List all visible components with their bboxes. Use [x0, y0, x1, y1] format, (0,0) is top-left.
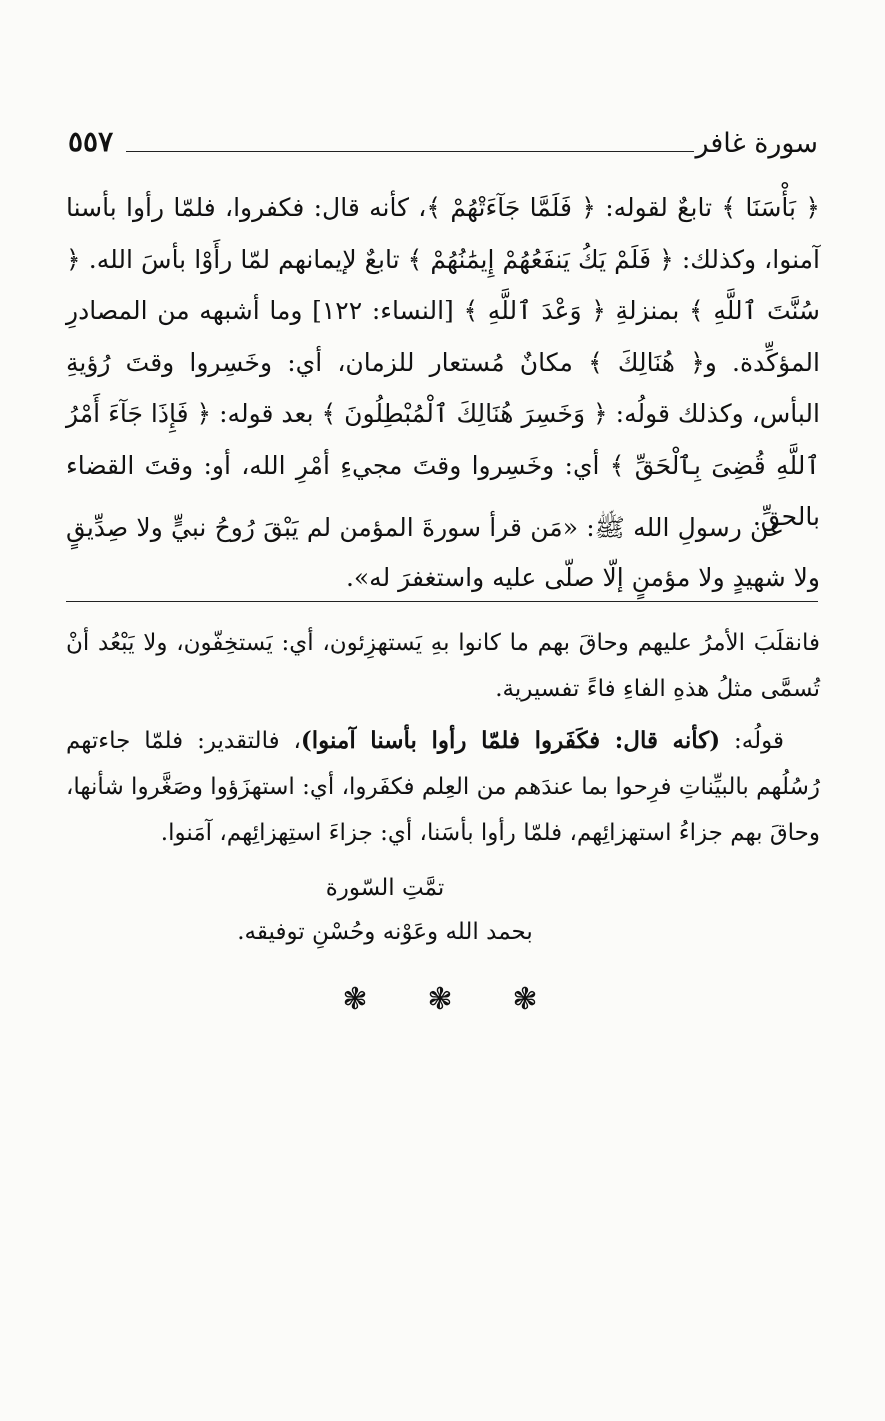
- main-paragraph: ﴿ بَأْسَنَا ﴾ تابعٌ لقوله: ﴿ فَلَمَّا جَآءَتْهُمْ ﴾، كأنه قال: فكفروا، فلمّا رأوا بأسنا آمنوا، وكذلك: ﴿ فَلَمْ يَكُ يَنفَعُهُمْ إِيمَٰنُهُمْ ﴾ تابعٌ لإيمانهم لمّا رأَوْا بأسَ الله. ﴿ سُنَّتَ ٱللَّهِ ﴾ بمنزلةِ ﴿ وَعْدَ ٱللَّهِ ﴾ [النساء: ١٢٢] وما أشبهه من المصادرِ المؤكِّدة. و﴿ هُنَالِكَ ﴾ مكانٌ مُستعار للزمان، أي: وخَسِروا وقتَ رُؤيةِ البأس، وكذلك قولُه: ﴿ وَخَسِرَ هُنَالِكَ ٱلْمُبْطِلُونَ ﴾ بعد قوله: ﴿ فَإِذَا جَآءَ أَمْرُ ٱللَّهِ قُضِىَ بِٱلْحَقِّ ﴾ أي: وخَسِروا وقتَ مجيءِ أمْرِ الله، أو: وقتَ القضاء بالحقِّ.: [66, 193, 820, 531]
- footnote-2-body: ، فالتقدير: فلمّا جاءتهم رُسُلُهم بالبيِّناتِ فرِحوا بما عندَهم من العِلم فكفَروا، أي: استهزَؤوا وصَغَّروا شأنها، وحاقَ بهم جزاءُ استهزائِهم، فلمّا رأوا بأسَنا، أي: جزاءَ استِهزائِهم، آمَنوا.: [66, 728, 820, 846]
- footnote-2: [66, 718, 820, 856]
- footnote-1: فانقلَبَ الأمرُ عليهم وحاقَ بهم ما كانوا بهِ يَستهزِئون، أي: يَستخِفّون، ولا يَبْعُد أنْ تُسمَّى مثلُ هذهِ الفاءِ فاءً تفسيرية.: [66, 630, 820, 702]
- page-number: ٥٥٧: [68, 125, 114, 158]
- footnote-2-lead: قولُه:: [734, 728, 785, 754]
- surah-title: سورة غافر: [695, 128, 818, 159]
- footnote-2-quote: (كأنه قال: فكَفَروا فلمّا رأوا بأسنا آمنوا): [300, 727, 721, 754]
- header-rule: [126, 151, 694, 152]
- hadith-paragraph: عن رسولِ الله ﷺ: «مَن قرأ سورةَ المؤمن لم يَبْقَ رُوحُ نبيٍّ ولا صِدِّيقٍ ولا شهيدٍ ولا مؤمنٍ إلّا صلّى عليه واستغفرَ له».: [66, 513, 820, 592]
- closing-line-2: بحمد الله وعَوْنه وحُسْنِ توفيقه.: [237, 919, 533, 945]
- page-header: [68, 118, 818, 168]
- footnote-divider: [66, 601, 818, 602]
- star-ornament-icon: ❃: [427, 982, 453, 1017]
- ornament-stars: [340, 982, 540, 1017]
- star-ornament-icon: ❃: [512, 982, 538, 1017]
- star-ornament-icon: ❃: [342, 982, 368, 1017]
- closing-line-1: تمَّتِ السّورة: [325, 875, 445, 901]
